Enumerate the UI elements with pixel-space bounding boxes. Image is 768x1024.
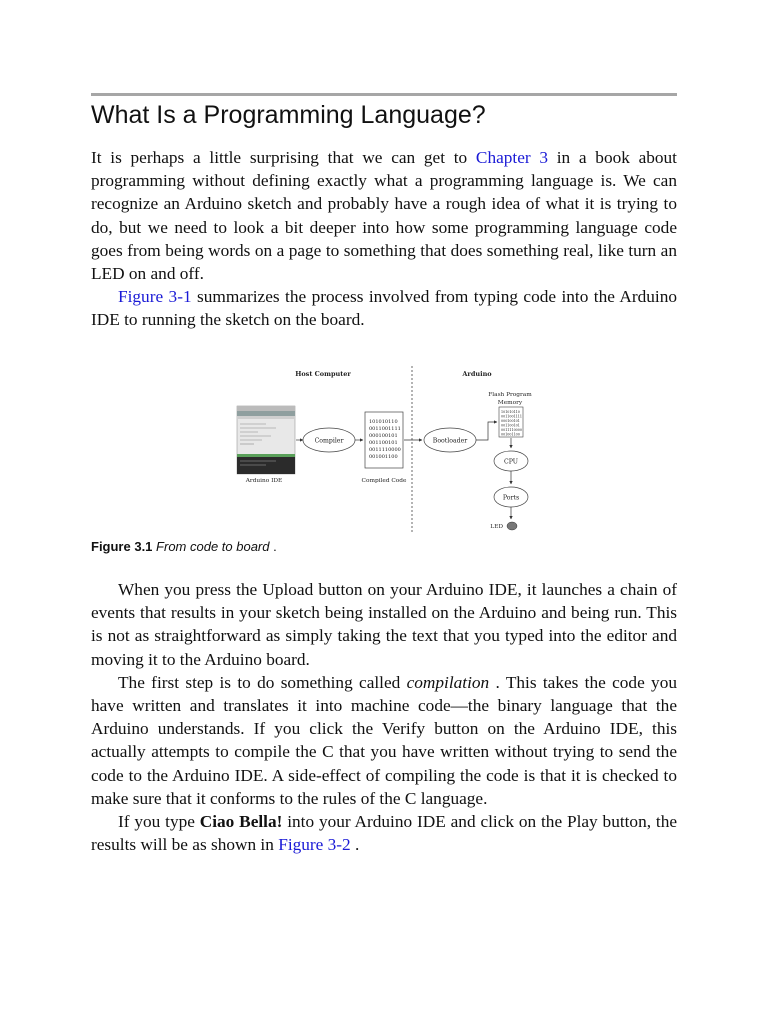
body-text [91,578,677,856]
arduino-ide-thumbnail [237,406,295,474]
svg-text:000100101: 000100101 [369,433,398,439]
paragraph-2: Figure 3-1 summarizes the process involved from typing code into the Arduino IDE to running the sketch on the board. [91,287,677,330]
compiled-code-label: Compiled Code [361,478,407,484]
section-title: What Is a Programming Language? [91,101,486,129]
ciao-bella-term: Ciao Bella! [199,812,283,832]
figure-3-2-link[interactable]: Figure 3-2 [278,835,351,855]
figure-3-1-link[interactable]: Figure 3-1 [118,287,192,307]
bootloader-label: Bootloader [432,437,468,445]
figure-caption: Figure 3.1 From code to board . [91,539,277,554]
svg-text:0011001111: 0011001111 [369,426,401,432]
svg-text:001001100: 001001100 [369,454,398,460]
paragraph-5: If you type Ciao Bella! into your Arduino IDE and click on the Play button, the results will be as shown in Figure 3-2 . [91,812,677,855]
section-rule [91,93,677,96]
flash-memory-binary [501,410,522,437]
intro-text [91,146,677,332]
svg-text:101010110: 101010110 [369,419,398,425]
svg-text:000100101: 000100101 [501,419,520,423]
led-icon [507,522,517,530]
host-computer-label: Host Computer [295,370,351,378]
svg-text:0011110000: 0011110000 [369,447,401,453]
svg-text:001001100: 001001100 [501,432,520,437]
flash-memory-label-1: Flash Program [488,392,532,398]
svg-text:001100101: 001100101 [501,423,520,428]
compiled-code-binary [369,419,401,460]
svg-text:101010110: 101010110 [501,410,520,414]
chapter-3-link[interactable]: Chapter 3 [475,148,548,167]
compilation-term: compilation [406,672,490,692]
cpu-label: CPU [503,458,519,466]
svg-text:0011001111: 0011001111 [501,414,522,419]
ports-label: Ports [502,494,520,502]
paragraph-4: The first step is to do something called compilation . This takes the code you have written and translates it into machine code—the binary language that the Arduino understands. If you click the Verify button on the Arduino IDE, this actually attempts to compile the C that you have written without trying to send the code to the Arduino IDE. A side-effect of compiling the code is that it is checked to make sure that it conforms to the rules of the C language. [91,672,677,808]
svg-text:0011110000: 0011110000 [501,428,522,432]
led-label: LED [490,524,503,530]
code-to-board-diagram [236,366,536,532]
arduino-ide-label: Arduino IDE [245,478,283,484]
compiler-label: Compiler [314,437,344,445]
svg-text:001100101: 001100101 [369,440,398,446]
paragraph-3: When you press the Upload button on your Arduino IDE, it launches a chain of events that results in your sketch being installed on the Arduino and being run. This is not as straightforward as simply taking the text that you typed into the editor and moving it to the Arduino board. [91,580,677,669]
flash-memory-label-2: Memory [497,400,523,406]
arduino-label: Arduino [462,370,492,378]
paragraph-1: It is perhaps a little surprising that we can get to Chapter 3 in a book about programming without defining exactly what a programming language is. We can recognize an Arduino sketch and probably have a rough idea of what it is trying to do, but we need to look a bit deeper into how some programming language code goes from being words on a page to something that does something real, like turn an LED on and off. [91,148,677,284]
